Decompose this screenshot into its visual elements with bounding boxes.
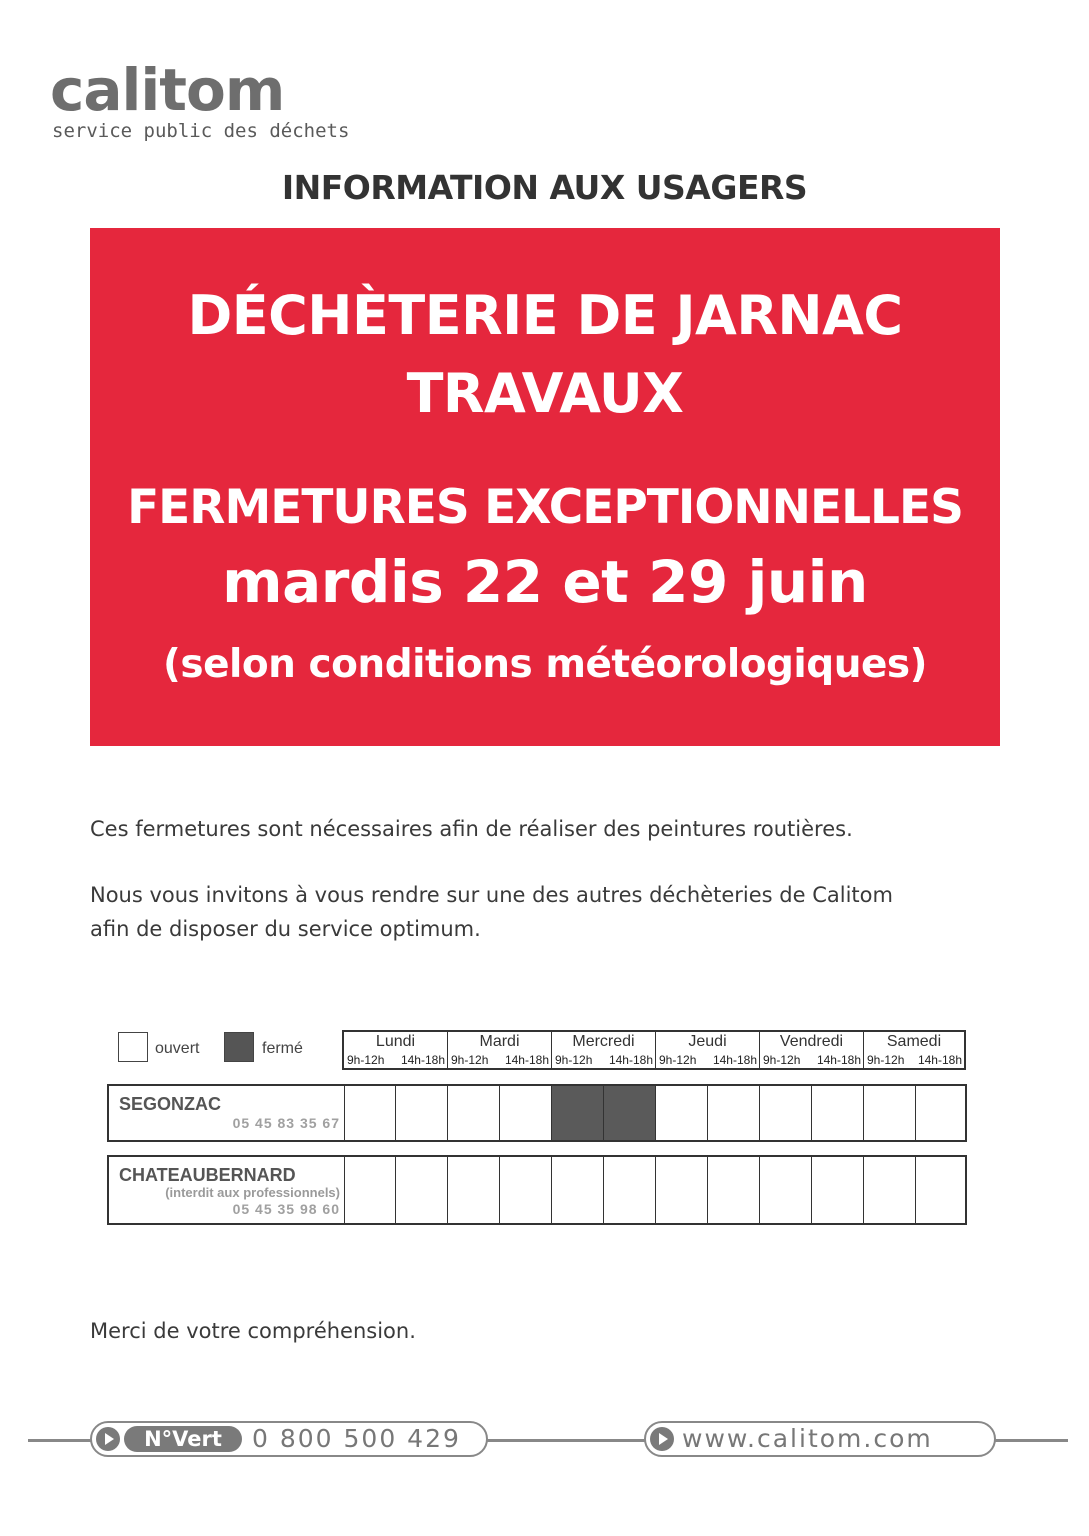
alternative-line-2: afin de disposer du service optimum. [90,917,481,941]
slot-afternoon: 14h-18h [400,1053,445,1067]
play-arrow-icon [96,1427,120,1451]
slot-open [916,1157,965,1223]
site-name: CHATEAUBERNARD [119,1165,296,1185]
green-number-pill[interactable] [90,1421,488,1457]
calitom-logo [50,58,350,148]
day-column-jeudi [656,1032,760,1068]
green-number-label: N°Vert [124,1426,242,1452]
legend-closed-swatch [224,1032,254,1062]
site-phone: 05 45 83 35 67 [232,1115,340,1131]
slot-open [500,1157,552,1223]
slot-closed [552,1086,604,1140]
site-info [109,1086,345,1140]
slot-open [552,1157,604,1223]
slot-open [604,1157,656,1223]
banner-site-name: DÉCHÈTERIE DE JARNAC [187,284,903,347]
legend-open-swatch [118,1032,148,1062]
slot-open [916,1086,965,1140]
banner-works: TRAVAUX [406,362,684,425]
banner-closures: FERMETURES EXCEPTIONNELLES [127,480,963,535]
closure-banner [90,228,1000,746]
slot-open [864,1086,916,1140]
slot-open [760,1086,812,1140]
slot-open [812,1157,864,1223]
day-column-mercredi [552,1032,656,1068]
slot-open [656,1086,708,1140]
slot-open [864,1157,916,1223]
schedule-header [342,1030,966,1070]
slot-afternoon: 14h-18h [712,1053,757,1067]
site-row-segonzac [107,1084,967,1142]
day-name: Mardi [479,1033,520,1050]
slot-afternoon: 14h-18h [504,1053,549,1067]
slot-open [344,1157,396,1223]
website-url: www.calitom.com [682,1424,933,1453]
slot-morning: 9h-12h [347,1053,385,1067]
legend-closed-label: fermé [262,1040,303,1057]
slot-open [396,1157,448,1223]
slot-open [656,1157,708,1223]
website-link[interactable] [644,1421,996,1457]
slot-open [708,1157,760,1223]
banner-dates: mardis 22 et 29 juin [222,548,868,616]
day-column-samedi [864,1032,964,1068]
page-title: INFORMATION AUX USAGERS [281,168,808,207]
day-name: Vendredi [779,1033,844,1050]
play-arrow-icon [650,1427,674,1451]
day-column-vendredi [760,1032,864,1068]
day-name: Jeudi [688,1033,727,1050]
closing-text: Merci de votre compréhension. [90,1319,416,1343]
day-name: Lundi [375,1033,416,1050]
site-note: (interdit aux professionnels) [165,1185,340,1200]
slot-morning: 9h-12h [763,1053,801,1067]
slot-afternoon: 14h-18h [816,1053,861,1067]
site-name: SEGONZAC [119,1094,222,1114]
day-column-mardi [448,1032,552,1068]
slot-open [812,1086,864,1140]
slot-open [448,1157,500,1223]
slot-morning: 9h-12h [451,1053,489,1067]
slot-open [344,1086,396,1140]
logo-wordmark: calitom [50,56,285,124]
slot-open [708,1086,760,1140]
day-name: Samedi [886,1033,942,1050]
slot-closed [604,1086,656,1140]
site-info [109,1157,345,1223]
reason-paragraph: Ces fermetures sont nécessaires afin de réaliser des peintures routières. [90,817,853,841]
site-phone: 05 45 35 98 60 [232,1201,340,1217]
slot-afternoon: 14h-18h [608,1053,653,1067]
slot-open [500,1086,552,1140]
slot-open [396,1086,448,1140]
day-name: Mercredi [572,1033,635,1050]
slot-morning: 9h-12h [659,1053,697,1067]
slot-open [448,1086,500,1140]
slot-morning: 9h-12h [555,1053,593,1067]
green-number-value: 0 800 500 429 [252,1424,461,1453]
day-column-lundi [344,1032,448,1068]
slot-open [760,1157,812,1223]
logo-tagline: service public des déchets [52,120,350,142]
slot-morning: 9h-12h [867,1053,905,1067]
legend-open-label: ouvert [155,1040,200,1057]
alternative-paragraph [90,878,893,946]
site-row-chateaubernard [107,1155,967,1225]
slot-afternoon: 14h-18h [917,1053,962,1067]
banner-weather-note: (selon conditions météorologiques) [163,642,927,687]
alternative-line-1: Nous vous invitons à vous rendre sur une des autres déchèteries de Calitom [90,883,893,907]
